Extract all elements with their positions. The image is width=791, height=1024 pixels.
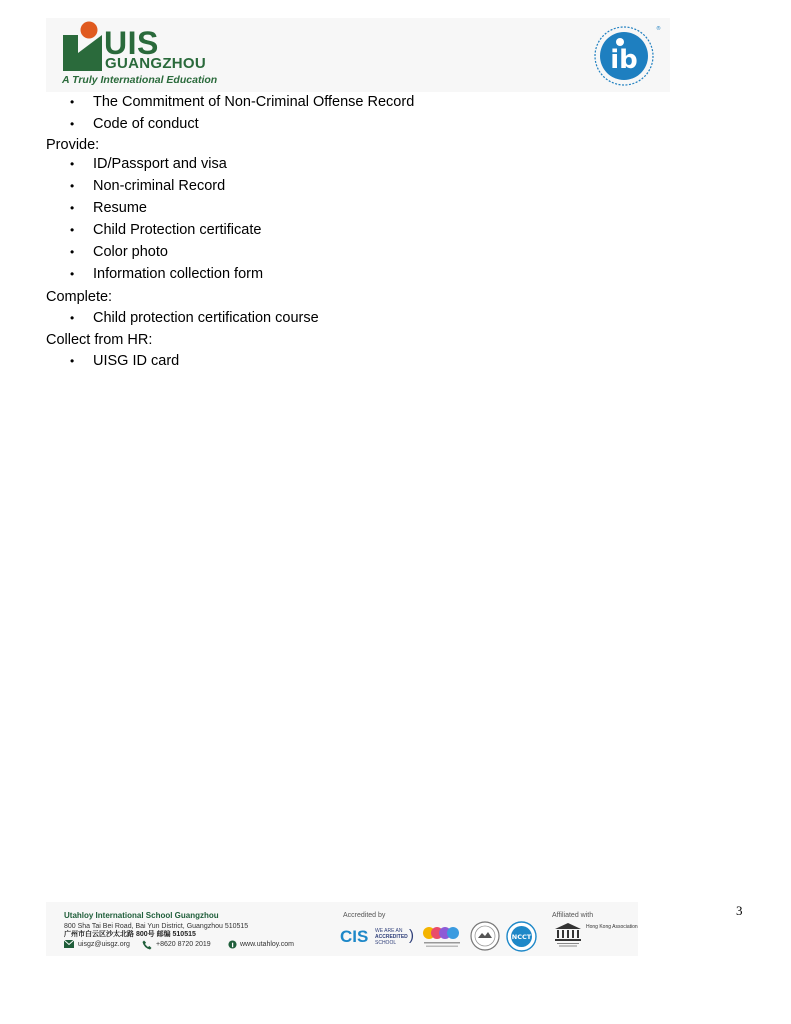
bullet-icon: • — [70, 354, 75, 368]
phone-icon — [142, 940, 152, 950]
uis-logo-city: GUANGZHOU — [105, 55, 207, 72]
accreditation-color-logo — [422, 924, 462, 950]
globe-icon — [228, 940, 237, 949]
list-item: The Commitment of Non-Criminal Offense Record — [93, 94, 415, 110]
cis-logo: CIS — [340, 927, 369, 946]
ncct-seal-icon — [506, 921, 537, 952]
list-item: Child Protection certificate — [93, 222, 262, 238]
email-icon — [64, 940, 74, 948]
bullet-icon: • — [70, 179, 75, 193]
footer-email-link[interactable]: uisgz@uisgz.org — [78, 941, 130, 948]
bullet-icon: • — [70, 117, 75, 131]
footer-accredited-label: Accredited by — [343, 912, 386, 919]
cis-tagline: WE ARE AN ACCREDITED SCHOOL — [375, 928, 408, 946]
footer-address: 800 Sha Tai Bei Road, Bai Yun District, Guangzhou 510515 — [64, 923, 249, 930]
footer-school-name: Utahloy International School Guangzhou — [64, 911, 219, 920]
bullet-icon: • — [70, 223, 75, 237]
list-item: UISG ID card — [93, 353, 180, 369]
footer-address-cn: 广州市白云区沙太北路 800号 邮编 510515 — [64, 931, 196, 938]
page-number: 3 — [736, 903, 743, 918]
footer-phone: +8620 8720 2019 — [156, 941, 211, 948]
list-item: Code of conduct — [93, 116, 199, 132]
bullet-icon: • — [70, 95, 75, 109]
bullet-icon: • — [70, 311, 75, 325]
bullet-icon: • — [70, 201, 75, 215]
section-heading-collect: Collect from HR: — [46, 332, 153, 348]
svg-text:®: ® — [656, 26, 661, 32]
uis-tagline: A Truly International Education — [62, 74, 218, 86]
bullet-icon: • — [70, 157, 75, 171]
bullet-icon: • — [70, 267, 75, 281]
accreditation-seal-icon — [470, 921, 500, 951]
list-item: Resume — [93, 200, 147, 216]
list-item: Child protection certification course — [93, 310, 319, 326]
ib-world-school-logo — [590, 22, 662, 88]
section-heading-provide: Provide: — [46, 137, 100, 153]
list-item: Color photo — [93, 244, 168, 260]
uis-logo-word: UIS — [104, 25, 159, 61]
footer-website-link[interactable]: www.utahloy.com — [240, 941, 294, 948]
hk-association-logo: Hong Kong Association — [586, 924, 638, 930]
svg-text:NCCT: NCCT — [511, 933, 532, 941]
section-heading-complete: Complete: — [46, 289, 113, 305]
footer-affiliated-label: Affiliated with — [552, 912, 594, 919]
cis-logo-bracket: ) — [409, 927, 414, 944]
uis-logo-mark — [62, 21, 102, 73]
ib-logo-text: ib — [610, 45, 638, 75]
list-item: Non-criminal Record — [93, 178, 226, 194]
list-item: ID/Passport and visa — [93, 156, 227, 172]
unesco-logo-icon — [553, 922, 583, 948]
bullet-icon: • — [70, 245, 75, 259]
list-item: Information collection form — [93, 266, 264, 282]
